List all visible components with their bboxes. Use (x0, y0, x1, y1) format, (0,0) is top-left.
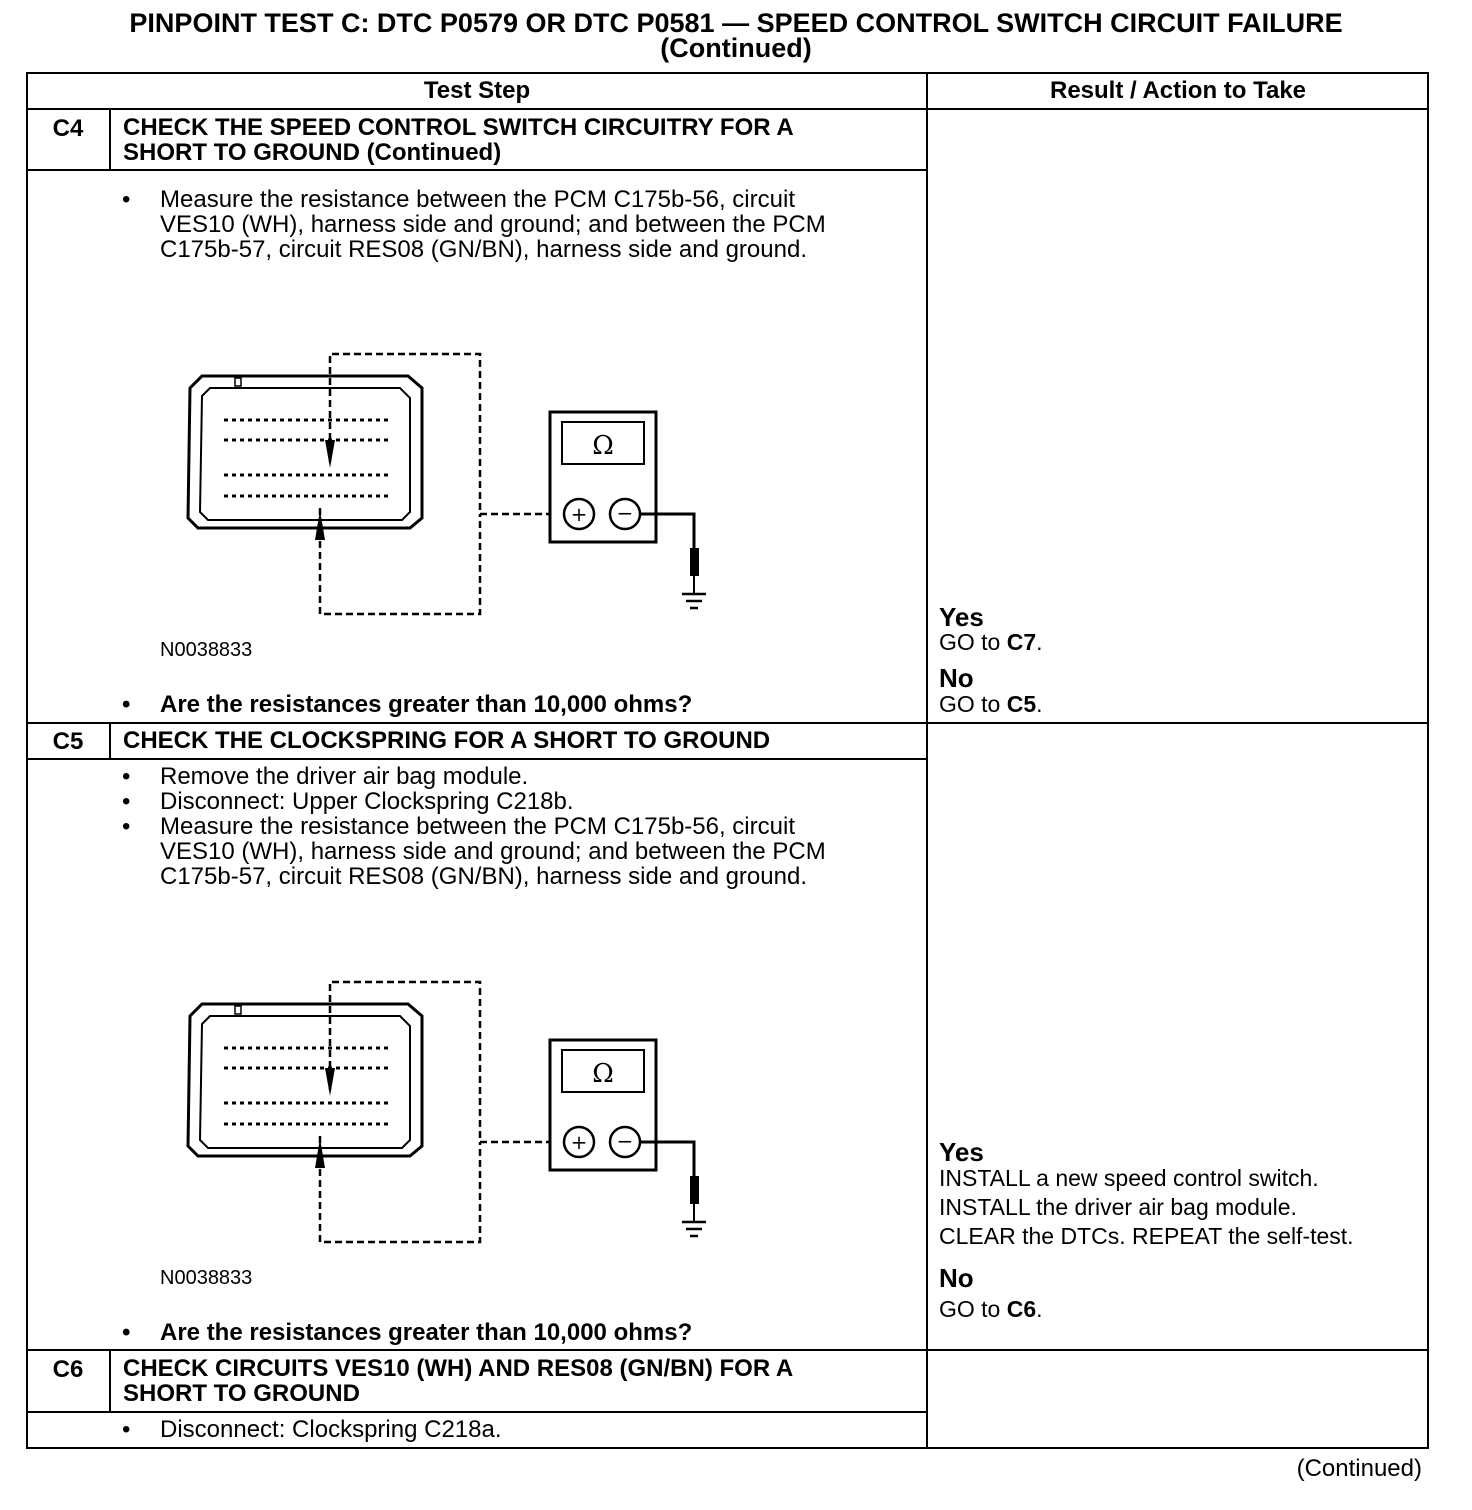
question-text: Are the resistances greater than 10,000 ohms? (160, 1319, 693, 1346)
bullet-c6-1 (122, 1416, 502, 1443)
step-heading-c6-line1: CHECK CIRCUITS VES10 (WH) AND RES08 (GN/BN) FOR A (123, 1355, 794, 1382)
column-divider (926, 72, 928, 1449)
result-line: CLEAR the DTCs. REPEAT the self-test. (939, 1223, 1354, 1249)
bullet-line: Disconnect: Clockspring C218a. (160, 1416, 502, 1443)
result-yes-label-c5: Yes (939, 1137, 984, 1167)
bullet-line: VES10 (WH), harness side and ground; and between the PCM (160, 211, 826, 238)
question-c5 (122, 1319, 693, 1346)
result-text: GO to (939, 1296, 1007, 1322)
bullet-line: C175b-57, circuit RES08 (GN/BN), harness side and ground. (160, 863, 807, 890)
bullet-line: Measure the resistance between the PCM C175b-56, circuit (160, 813, 795, 840)
ohm-symbol: Ω (592, 1059, 614, 1089)
result-ref-c5: C5 (1006, 691, 1037, 717)
step-heading-c4-line2: SHORT TO GROUND (Continued) (123, 139, 502, 166)
plus-terminal: + (570, 1130, 588, 1154)
heading-divider-c4 (26, 169, 927, 171)
question-c4 (122, 691, 693, 718)
header-test-step: Test Step (423, 77, 531, 104)
result-no-action-c5 (939, 1295, 1043, 1324)
question-text: Are the resistances greater than 10,000 ohms? (160, 691, 693, 718)
ohm-symbol: Ω (592, 431, 614, 461)
heading-divider-c5 (26, 758, 927, 760)
result-no-label-c4: No (939, 663, 974, 693)
step-heading-c6 (123, 1356, 793, 1406)
plus-terminal: + (570, 502, 588, 526)
heading-divider-c6 (26, 1411, 927, 1413)
bullet-line: C175b-57, circuit RES08 (GN/BN), harness side and ground. (160, 236, 807, 263)
bullet-dot: • (122, 1416, 131, 1443)
bullet-line: Remove the driver air bag module. (160, 763, 529, 790)
result-ref-c7: C7 (1006, 629, 1037, 655)
test-lead-wires (315, 354, 550, 614)
bullet-dot: • (122, 813, 131, 840)
step-id-c4: C4 (52, 115, 84, 142)
step-id-c5: C5 (52, 728, 84, 755)
ohmmeter-icon (550, 1040, 699, 1222)
page-title: PINPOINT TEST C: DTC P0579 OR DTC P0581 — SPEED CONTROL SWITCH CIRCUIT FAILURE (129, 8, 1343, 38)
bullet-line: VES10 (WH), harness side and ground; and between the PCM (160, 838, 826, 865)
step-heading-c4 (123, 115, 794, 165)
page-subtitle: (Continued) (660, 33, 812, 63)
bullet-dot: • (122, 788, 131, 815)
test-lead-wires (315, 982, 550, 1242)
ohmmeter-icon (550, 412, 699, 594)
step-id-c6: C6 (52, 1356, 84, 1383)
step-heading-c4-line1: CHECK THE SPEED CONTROL SWITCH CIRCUITRY FOR A (123, 114, 794, 141)
result-yes-label-c4: Yes (939, 602, 984, 632)
result-no-action-c4 (939, 690, 1043, 719)
bullet-dot: • (122, 1319, 131, 1346)
ground-icon (682, 1222, 706, 1236)
bullet-line: Measure the resistance between the PCM C175b-56, circuit (160, 186, 795, 213)
minus-terminal: − (616, 1129, 634, 1153)
result-line: INSTALL the driver air bag module. (939, 1194, 1297, 1220)
figure-code-c4: N0038833 (160, 639, 253, 661)
bullet-line: Disconnect: Upper Clockspring C218b. (160, 788, 574, 815)
bullet-dot: • (122, 186, 131, 213)
bullet-c5-2 (122, 788, 574, 815)
bullet-dot: • (122, 691, 131, 718)
pcm-connector-icon (188, 1004, 422, 1156)
result-ref-c6: C6 (1006, 1296, 1037, 1322)
footer-continued: (Continued) (1296, 1455, 1422, 1482)
result-text: . (1036, 1296, 1043, 1322)
minus-terminal: − (616, 501, 634, 525)
bullet-c5-1 (122, 763, 529, 790)
result-text: . (1036, 629, 1043, 655)
result-no-label-c5: No (939, 1263, 974, 1293)
row-divider-c6 (26, 1349, 1429, 1351)
ground-icon (682, 594, 706, 608)
result-yes-action-c4 (939, 628, 1043, 657)
bullet-dot: • (122, 763, 131, 790)
bullet-c5-3 (122, 813, 826, 890)
result-line: INSTALL a new speed control switch. (939, 1165, 1319, 1191)
result-text: . (1036, 691, 1043, 717)
pcm-connector-icon (188, 376, 422, 528)
result-text: GO to (939, 629, 1007, 655)
bullet-c4-1 (122, 186, 826, 263)
step-heading-c5: CHECK THE CLOCKSPRING FOR A SHORT TO GROUND (123, 727, 771, 754)
figure-code-c5: N0038833 (160, 1267, 253, 1289)
pcm-resistance-diagram-c4 (180, 350, 720, 620)
header-divider (26, 108, 1429, 110)
result-yes-action-c5 (939, 1164, 1354, 1251)
row-divider-c5 (26, 722, 1429, 724)
step-heading-c6-line2: SHORT TO GROUND (123, 1380, 360, 1407)
header-result: Result / Action to Take (1049, 77, 1307, 104)
pcm-resistance-diagram-c5 (180, 978, 720, 1248)
result-text: GO to (939, 691, 1007, 717)
